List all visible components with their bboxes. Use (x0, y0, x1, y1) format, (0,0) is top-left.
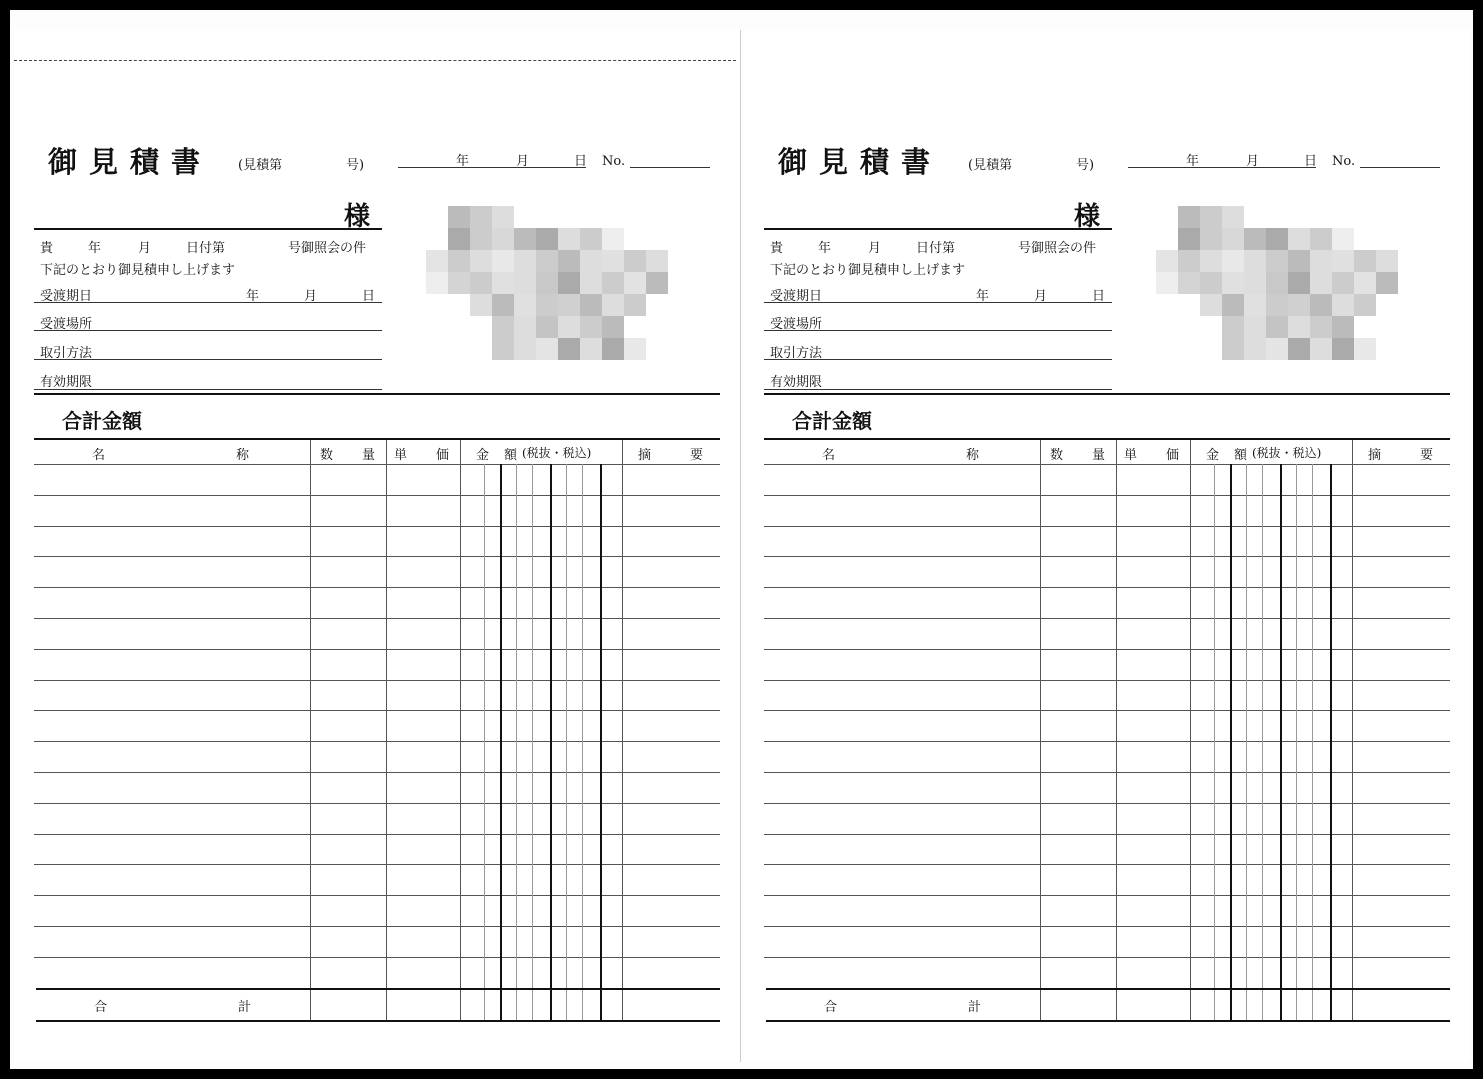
column-line (386, 440, 387, 1020)
row-line (764, 556, 1450, 557)
col-remarks-1: 摘 (638, 448, 652, 463)
row-line (34, 556, 720, 557)
row-line (34, 649, 720, 650)
issue-day: 日 (1304, 154, 1318, 169)
column-line (1190, 440, 1191, 1020)
row-line (764, 895, 1450, 896)
row-line (34, 526, 720, 527)
form-title: 御見積書 (778, 145, 943, 179)
row-line (764, 741, 1450, 742)
row-line (764, 587, 1450, 588)
row-line (764, 926, 1450, 927)
column-line (1230, 464, 1232, 1020)
delivery-year: 年 (246, 289, 260, 304)
row-line (34, 680, 720, 681)
col-qty-2: 量 (362, 448, 376, 463)
intro-text: 下記のとおり御見積申し上げます (770, 263, 966, 278)
column-line (1352, 440, 1353, 1020)
row-line (764, 864, 1450, 865)
issue-month: 月 (1246, 154, 1260, 169)
reference-date-number: 日付第 (186, 241, 226, 256)
perforation-line (14, 60, 736, 61)
company-stamp-blurred (1156, 206, 1416, 366)
estimate-number-close: 号) (1076, 158, 1095, 173)
row-line (764, 834, 1450, 835)
row-line (34, 834, 720, 835)
delivery-date-label: 受渡期日 (770, 289, 823, 304)
column-line (310, 440, 311, 1020)
column-line (1296, 464, 1297, 1020)
estimate-sheet-right (744, 30, 1470, 1062)
row-line (34, 741, 720, 742)
row-line (34, 710, 720, 711)
reference-year: 年 (88, 241, 102, 256)
total-row-label-1: 合 (824, 1000, 838, 1015)
delivery-month: 月 (304, 289, 318, 304)
issue-year: 年 (1186, 154, 1200, 169)
document-number-label: No. (1332, 154, 1356, 169)
column-line (582, 464, 583, 1020)
col-name-1: 名 (822, 448, 836, 463)
row-line (764, 710, 1450, 711)
col-remarks-2: 要 (1420, 448, 1434, 463)
delivery-day: 日 (1092, 289, 1106, 304)
col-remarks-1: 摘 (1368, 448, 1382, 463)
col-name-1: 名 (92, 448, 106, 463)
reference-inquiry: 号御照会の件 (288, 241, 367, 256)
recipient-suffix: 様 (1074, 202, 1101, 232)
col-qty-1: 数 (320, 448, 334, 463)
row-line (764, 803, 1450, 804)
column-line (1262, 464, 1263, 1020)
col-name-2: 称 (966, 448, 980, 463)
column-line (1330, 464, 1332, 1020)
reference-ki: 貴 (40, 241, 54, 256)
col-amount-2: 額 (1234, 448, 1248, 463)
row-line (34, 926, 720, 927)
row-line (764, 957, 1450, 958)
total-amount-label: 合計金額 (62, 409, 142, 433)
row-line (34, 772, 720, 773)
column-line (1280, 464, 1282, 1020)
column-line (500, 464, 502, 1020)
reference-ki: 貴 (770, 241, 784, 256)
recipient-suffix: 様 (344, 202, 371, 232)
col-name-2: 称 (236, 448, 250, 463)
reference-inquiry: 号御照会の件 (1018, 241, 1097, 256)
col-price-1: 単 (1124, 448, 1138, 463)
row-line (34, 895, 720, 896)
col-amount-2: 額 (504, 448, 518, 463)
row-line (764, 526, 1450, 527)
total-amount-label: 合計金額 (792, 409, 872, 433)
intro-text: 下記のとおり御見積申し上げます (40, 263, 236, 278)
col-price-2: 価 (1166, 448, 1180, 463)
delivery-date-label: 受渡期日 (40, 289, 93, 304)
issue-day: 日 (574, 154, 588, 169)
row-line (34, 864, 720, 865)
issue-year: 年 (456, 154, 470, 169)
row-line (764, 649, 1450, 650)
issue-month: 月 (516, 154, 530, 169)
delivery-place-label: 受渡場所 (770, 317, 823, 332)
col-amount-note: (税抜・税込) (1252, 446, 1322, 460)
row-line (764, 680, 1450, 681)
column-line (1246, 464, 1247, 1020)
payment-method-label: 取引方法 (770, 346, 823, 361)
validity-label: 有効期限 (40, 375, 93, 390)
row-line (34, 618, 720, 619)
reference-month: 月 (138, 241, 152, 256)
row-line (764, 495, 1450, 496)
column-line (600, 464, 602, 1020)
col-amount-1: 金 (476, 448, 490, 463)
column-line (516, 464, 517, 1020)
estimate-number-open: (見積第 (238, 158, 283, 173)
col-qty-1: 数 (1050, 448, 1064, 463)
column-line (484, 464, 485, 1020)
row-line (34, 803, 720, 804)
column-line (622, 440, 623, 1020)
delivery-year: 年 (976, 289, 990, 304)
form-title: 御見積書 (48, 145, 213, 179)
reference-date-number: 日付第 (916, 241, 956, 256)
column-line (460, 440, 461, 1020)
payment-method-label: 取引方法 (40, 346, 93, 361)
col-remarks-2: 要 (690, 448, 704, 463)
validity-label: 有効期限 (770, 375, 823, 390)
row-line (34, 587, 720, 588)
row-line (34, 957, 720, 958)
column-line (566, 464, 567, 1020)
total-row-label-2: 計 (968, 1000, 982, 1015)
row-line (34, 495, 720, 496)
col-price-1: 単 (394, 448, 408, 463)
document-number-label: No. (602, 154, 626, 169)
delivery-month: 月 (1034, 289, 1048, 304)
company-stamp-blurred (426, 206, 686, 366)
col-amount-note: (税抜・税込) (522, 446, 592, 460)
col-price-2: 価 (436, 448, 450, 463)
row-line (34, 464, 720, 465)
reference-month: 月 (868, 241, 882, 256)
delivery-day: 日 (362, 289, 376, 304)
estimate-number-close: 号) (346, 158, 365, 173)
col-qty-2: 量 (1092, 448, 1106, 463)
row-line (764, 772, 1450, 773)
column-line (550, 464, 552, 1020)
total-row-label-2: 計 (238, 1000, 252, 1015)
column-line (1040, 440, 1041, 1020)
column-line (532, 464, 533, 1020)
column-line (1214, 464, 1215, 1020)
col-amount-1: 金 (1206, 448, 1220, 463)
row-line (764, 464, 1450, 465)
column-line (1116, 440, 1117, 1020)
estimate-sheet-left (14, 30, 741, 1062)
reference-year: 年 (818, 241, 832, 256)
delivery-place-label: 受渡場所 (40, 317, 93, 332)
total-row-label-1: 合 (94, 1000, 108, 1015)
row-line (764, 618, 1450, 619)
column-line (1312, 464, 1313, 1020)
estimate-number-open: (見積第 (968, 158, 1013, 173)
